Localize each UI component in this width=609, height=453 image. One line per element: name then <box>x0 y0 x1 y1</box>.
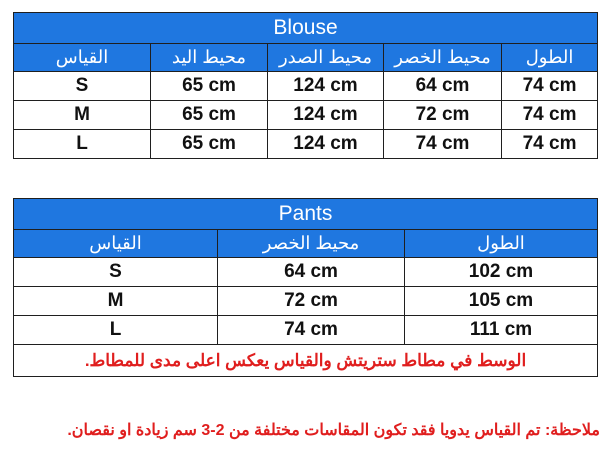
size-cell: L <box>14 130 151 159</box>
blouse-header-chest: محيط الصدر <box>268 44 384 72</box>
blouse-header-waist: محيط الخصر <box>384 44 502 72</box>
chest-cell: 124 cm <box>268 72 384 101</box>
pants-header-length: الطول <box>405 230 598 258</box>
size-cell: S <box>14 258 218 287</box>
length-cell: 102 cm <box>405 258 598 287</box>
pants-elastic-note: الوسط في مطاط ستريتش والقياس يعكس اعلى مدى للمطاط. <box>14 345 598 377</box>
table-row <box>14 72 598 101</box>
size-cell: M <box>14 287 218 316</box>
table-row <box>14 258 598 287</box>
waist-cell: 74 cm <box>384 130 502 159</box>
size-cell: M <box>14 101 151 130</box>
pants-header-waist: محيط الخصر <box>218 230 405 258</box>
arm-cell: 65 cm <box>151 101 268 130</box>
blouse-header-size: القياس <box>14 44 151 72</box>
length-cell: 74 cm <box>502 101 598 130</box>
pants-table-title: Pants <box>14 199 598 230</box>
length-cell: 74 cm <box>502 72 598 101</box>
blouse-table-title: Blouse <box>14 13 598 44</box>
table-row <box>14 316 598 345</box>
pants-header-size: القياس <box>14 230 218 258</box>
arm-cell: 65 cm <box>151 130 268 159</box>
size-cell: L <box>14 316 218 345</box>
length-cell: 74 cm <box>502 130 598 159</box>
length-cell: 105 cm <box>405 287 598 316</box>
waist-cell: 72 cm <box>218 287 405 316</box>
table-row <box>14 130 598 159</box>
blouse-header-arm: محيط اليد <box>151 44 268 72</box>
arm-cell: 65 cm <box>151 72 268 101</box>
size-cell: S <box>14 72 151 101</box>
chest-cell: 124 cm <box>268 130 384 159</box>
waist-cell: 72 cm <box>384 101 502 130</box>
length-cell: 111 cm <box>405 316 598 345</box>
measurement-footnote: ملاحظة: تم القياس يدويا فقد تكون المقاسات مختلفة من 2-3 سم زيادة او نقصان. <box>67 422 600 439</box>
table-row <box>14 101 598 130</box>
blouse-size-table <box>13 12 598 159</box>
waist-cell: 74 cm <box>218 316 405 345</box>
waist-cell: 64 cm <box>384 72 502 101</box>
chest-cell: 124 cm <box>268 101 384 130</box>
blouse-header-length: الطول <box>502 44 598 72</box>
table-row <box>14 287 598 316</box>
pants-size-table <box>13 198 598 377</box>
waist-cell: 64 cm <box>218 258 405 287</box>
